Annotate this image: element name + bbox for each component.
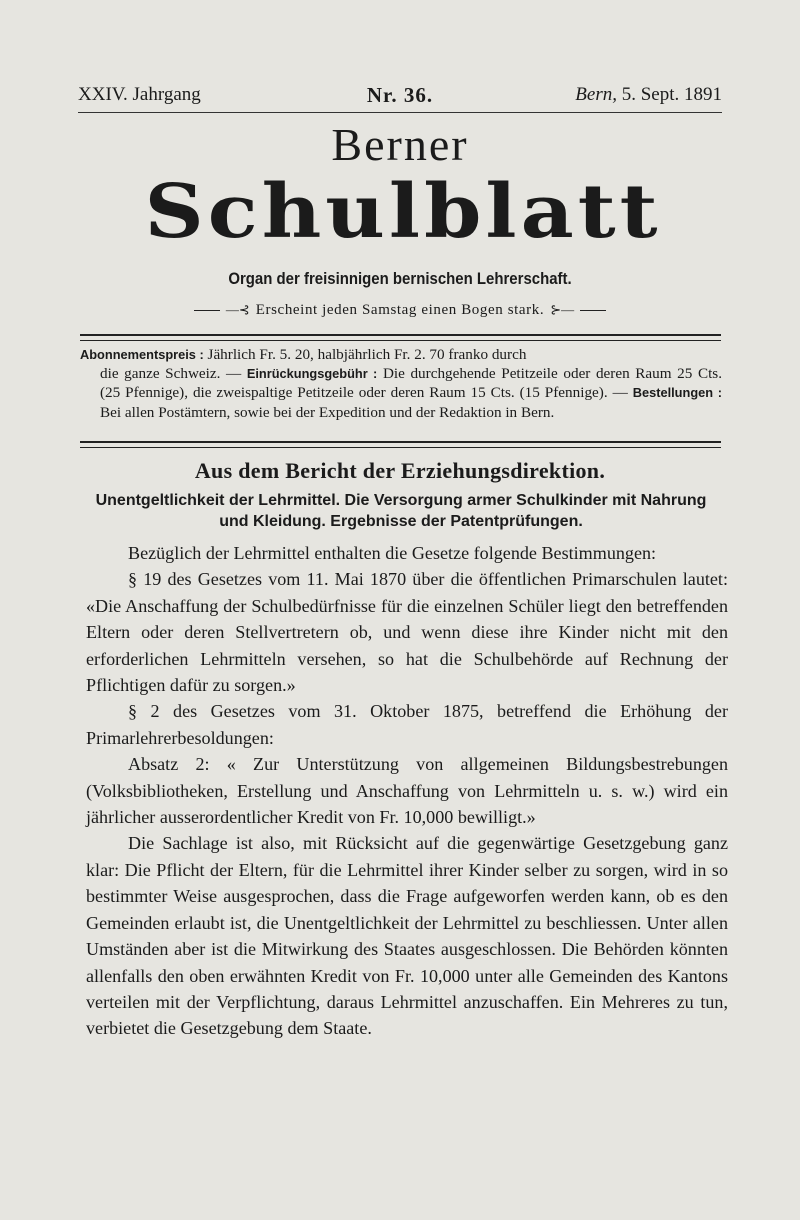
title-berner: Berner <box>331 119 469 170</box>
publication-note <box>88 302 712 324</box>
paragraph-3: § 2 des Gesetzes vom 31. Oktober 1875, betreffend die Erhöhung der Primarlehrerbesoldungen: <box>86 701 728 748</box>
rule-right <box>580 310 606 311</box>
bottom-double-rule <box>80 441 721 448</box>
top-double-rule <box>80 334 721 341</box>
label-einrueckungsgebuehr: Einrückungsgebühr : <box>246 366 378 382</box>
subscription-text-1b: die ganze Schweiz. — <box>100 365 242 383</box>
label-bestellungen: Bestellungen : <box>632 385 723 401</box>
title-schulblatt: Schulblatt <box>144 168 662 256</box>
subtitle-organ: Organ der freisinnigen bernischen Lehrerschaft. <box>228 269 572 288</box>
issue-date <box>575 84 722 106</box>
subscription-text-3: oder deren Raum 25 Cts. (25 Pfennige), die zweispaltige Petitzeile <box>100 365 723 402</box>
paragraph-2: § 19 des Gesetzes vom 11. Mai 1870 über die öffentlichen Primarschulen lautet: «Die Anschaffung der Schulbedürfnisse für die einzelnen Schüler liegt den betreffenden Eltern oder deren Stellvertretern ob, und wenn diese ihre Kinder nicht mit den erforderlichen Lehrmitteln versehen, so hat die Schulbehörde auf Rechnung der Pflichtigen dafür zu sorgen.» <box>86 569 728 696</box>
subscription-text-1: Jährlich Fr. 5. 20, halbjährlich Fr. 2. 70 franko durch <box>207 346 527 363</box>
publication-note-text: Erscheint jeden Samstag einen Bogen stark. <box>255 302 545 318</box>
article-subtitle: Unentgeltlichkeit der Lehrmittel. Die Versorgung armer Schulkinder mit Nahrung und Kleidung. Ergebnisse der Patentprüfungen. <box>95 492 707 530</box>
ornament-right: ⊱— <box>550 302 575 317</box>
article-body <box>86 540 728 1042</box>
subscription-text-4: oder deren Raum 15 Cts. (15 Pfennige). — <box>358 384 628 402</box>
subscription-line-2 <box>80 364 722 422</box>
issue-number: Nr. 36. <box>366 83 434 107</box>
paragraph-1: Bezüglich der Lehrmittel enthalten die Gesetze folgende Bestimmungen: <box>128 543 657 563</box>
subscription-text-2: Die durchgehende Petitzeile <box>382 365 558 383</box>
subscription-text-5: Bei allen <box>100 403 155 421</box>
masthead-line <box>78 84 722 113</box>
subscription-info <box>80 345 722 422</box>
place-label: Bern, <box>575 84 617 105</box>
subscription-text-6: Postämtern, sowie bei der Expedition und der Redaktion in Bern. <box>158 403 555 421</box>
label-abonnementspreis: Abonnementspreis : <box>80 347 204 362</box>
volume-label: XXIV. Jahrgang <box>78 84 201 105</box>
paragraph-5: Die Sachlage ist also, mit Rücksicht auf die gegenwärtige Gesetzgebung ganz klar: Die Pflicht der Eltern, für die Lehrmittel ihrer Kinder selber zu sorgen, wird in so bestimmter Weise ausgesprochen, dass die Frage aufgeworfen werden kann, ob es den Gemeinden erlaubt ist, die Unentgeltlichkeit der Lehrmittel zu beschliessen. Unter allen Umständen aber ist die Mitwirkung des Staates ausgeschlossen. Die Behörden könnten allenfalls den oben erwähnten Kredit von Fr. 10,000 unter alle Gemeinden des Kantons verteilen mit der Verpflichtung, daraus Lehrmittel anzuschaffen. Ein Mehreres zu tun, verbietet die Gesetzgebung dem Staate. <box>86 833 728 1039</box>
article-title: Aus dem Bericht der Erziehungsdirektion. <box>194 458 606 483</box>
date-label: 5. Sept. 1891 <box>621 84 722 105</box>
rule-left <box>194 310 220 311</box>
paragraph-4: Absatz 2: « Zur Unterstützung von allgemeinen Bildungsbestrebungen (Volksbibliotheken, Erstellung und Anschaffung von Lehrmitteln u. s. w.) wird ein jährlicher ausserordentlicher Kredit von Fr. 10,000 bewilligt.» <box>86 754 728 828</box>
ornament-left: —⊰ <box>225 302 250 317</box>
